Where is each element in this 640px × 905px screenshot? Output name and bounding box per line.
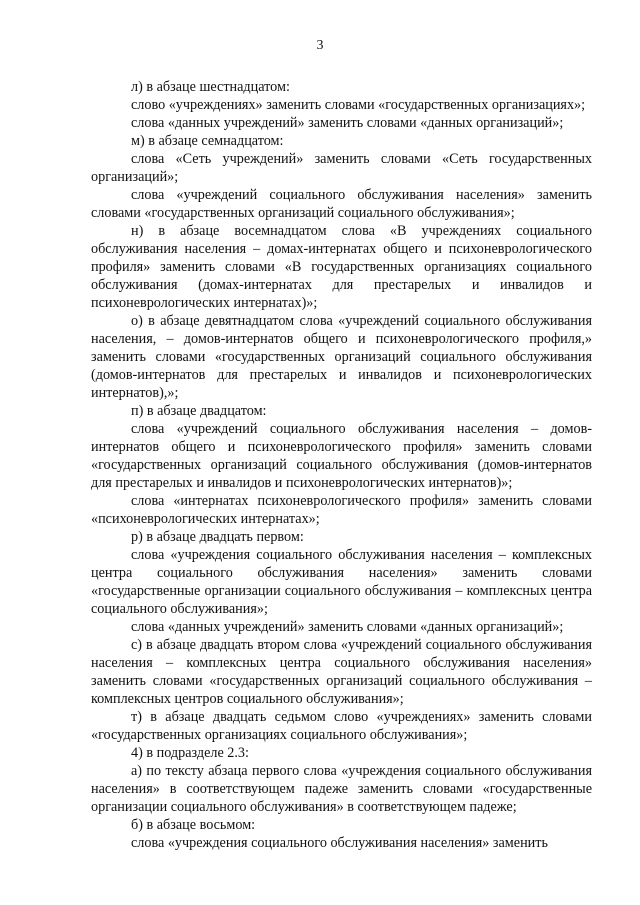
document-body <box>91 78 592 852</box>
paragraph: слова «учреждений социального обслуживания населения» заменить словами «государственных организаций социального обслуживания»; <box>91 187 592 221</box>
paragraph: слова «Сеть учреждений» заменить словами «Сеть государственных организаций»; <box>91 151 592 185</box>
paragraph: л) в абзаце шестнадцатом: <box>131 79 290 95</box>
paragraph: р) в абзаце двадцать первом: <box>131 529 304 545</box>
paragraph: т) в абзаце двадцать седьмом слово «учреждениях» заменить словами «государственных организациях социального обслуживания»; <box>91 709 592 743</box>
page-number: 3 <box>316 38 324 53</box>
paragraph: м) в абзаце семнадцатом: <box>131 133 284 149</box>
paragraph: 4) в подразделе 2.3: <box>131 745 249 761</box>
paragraph: н) в абзаце восемнадцатом слова «В учреждениях социального обслуживания населения – домах-интернатах общего и психоневрологического профиля» заменить словами «В государственных организациях социального обслуживания (домах-интернатах для престарелых и инвалидов и психоневрологических интернатах)»; <box>91 223 592 311</box>
paragraph: п) в абзаце двадцатом: <box>131 403 267 419</box>
paragraph: б) в абзаце восьмом: <box>131 817 256 833</box>
paragraph: слова «учреждений социального обслуживания населения – домов-интернатов общего и психоневрологического профиля» заменить словами «государственных организаций социального обслуживания (домов-интернатов для престарелых и инвалидов и психоневрологических интернатов)»; <box>91 421 592 491</box>
paragraph: с) в абзаце двадцать втором слова «учреждений социального обслуживания населения – комплексных центра социального обслуживания населения» заменить словами «государственных организаций социального обслуживания – комплексных центров социального обслуживания»; <box>91 637 592 707</box>
paragraph: а) по тексту абзаца первого слова «учреждения социального обслуживания населения» в соответствующем падеже заменить словами «государственные организации социального обслуживания» в соответствующем падеже; <box>91 763 592 815</box>
paragraph: слова «данных учреждений» заменить словами «данных организаций»; <box>131 619 564 635</box>
paragraph: слова «учреждения социального обслуживания населения» заменить <box>131 835 548 851</box>
paragraph: слово «учреждениях» заменить словами «государственных организациях»; <box>131 97 586 113</box>
paragraph: слова «данных учреждений» заменить словами «данных организаций»; <box>131 115 564 131</box>
paragraph: слова «учреждения социального обслуживания населения – комплексных центра социального обслуживания населения» заменить словами «государственные организации социального обслуживания – комплексных центра социального обслуживания»; <box>91 547 592 617</box>
paragraph: о) в абзаце девятнадцатом слова «учреждений социального обслуживания населения, – домов-интернатов общего и психоневрологического профиля,» заменить словами «государственных организаций социального обслуживания (домов-интернатов для престарелых и инвалидов и психоневрологических интернатов),»; <box>91 313 592 401</box>
paragraph: слова «интернатах психоневрологического профиля» заменить словами «психоневрологических интернатах»; <box>91 493 592 527</box>
